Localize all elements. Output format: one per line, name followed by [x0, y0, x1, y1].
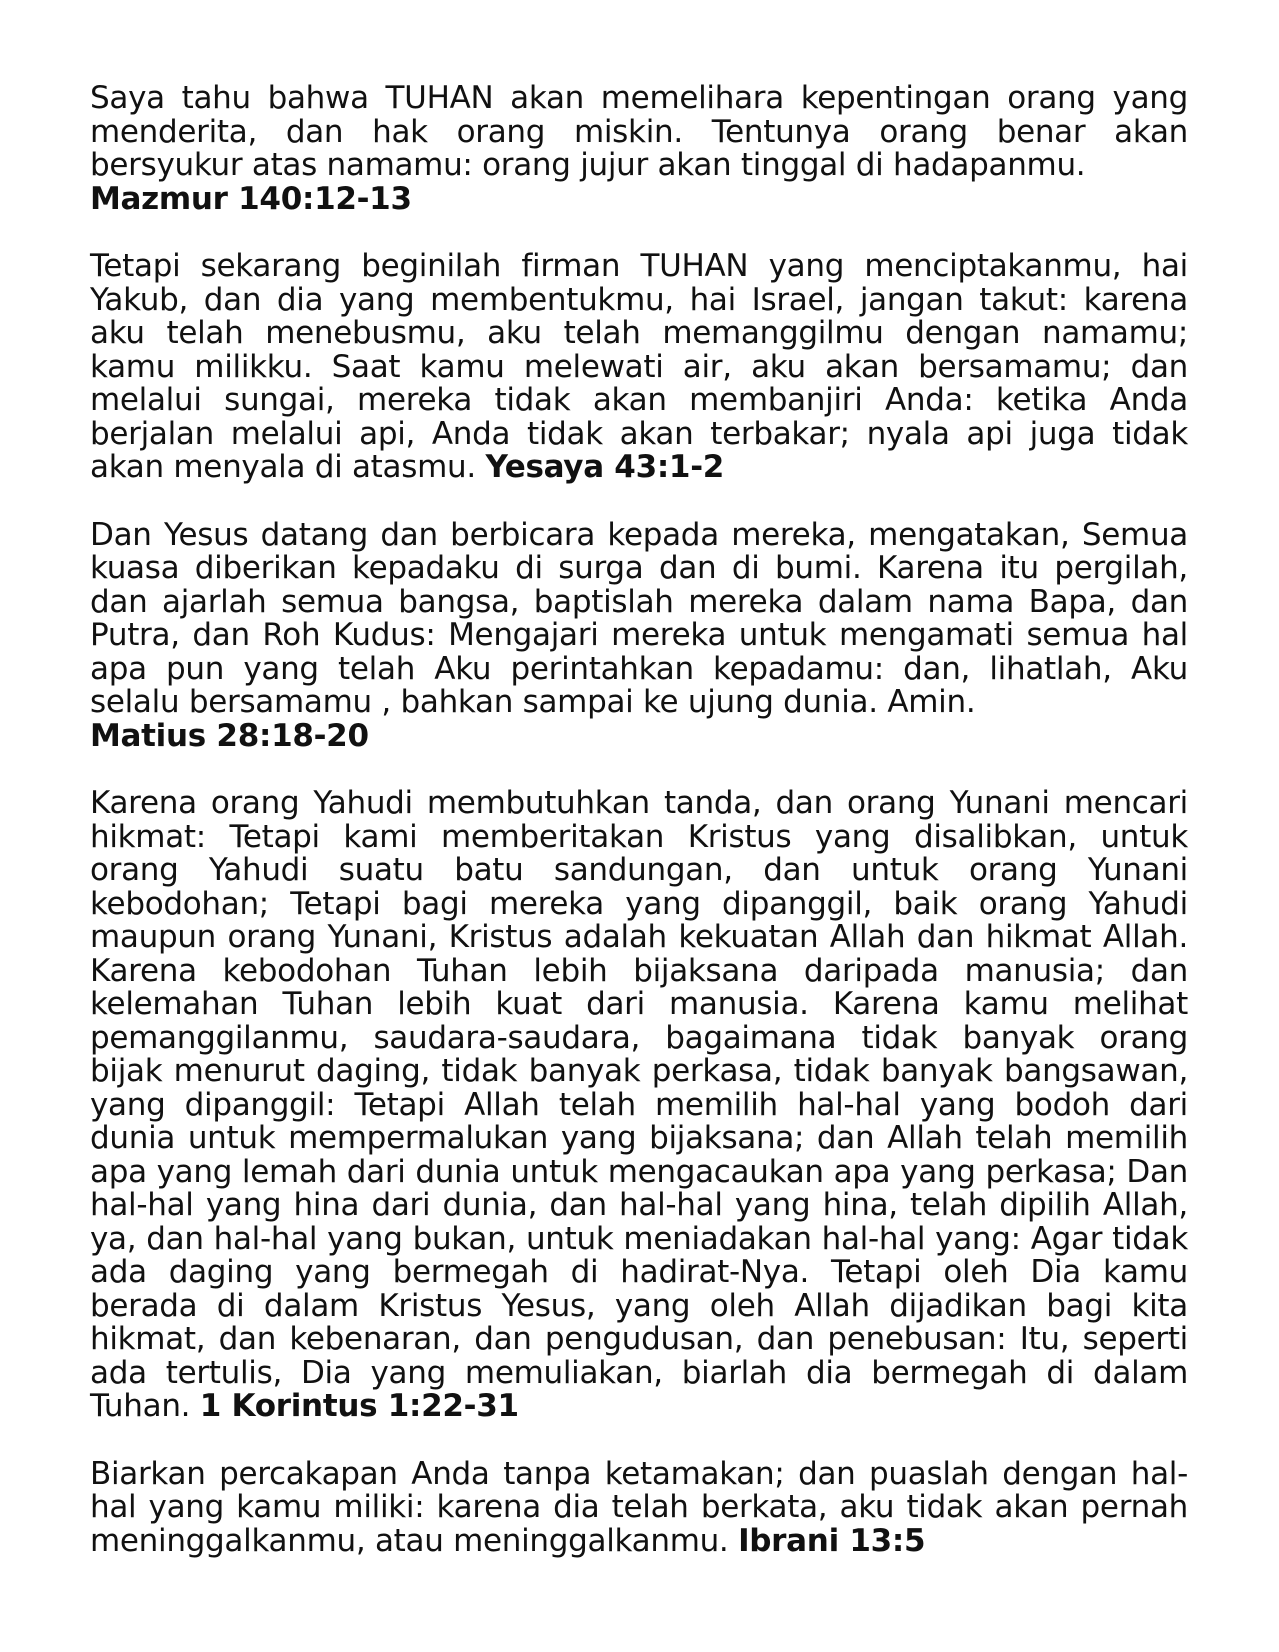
passage-ibrani: [90, 1455, 1188, 1559]
passage-text: Karena orang Yahudi membutuhkan tanda, dan orang Yunani mencari hikmat: Tetapi kami memberitakan Kristus yang disalibkan, untuk orang Yahudi suatu batu sandungan, dan untuk orang Yunani kebodohan; Tetapi bagi mereka yang dipanggil, baik orang Yahudi maupun orang Yunani, Kristus adalah kekuatan Allah dan hikmat Allah. Karena kebodohan Tuhan lebih bijaksana daripada manusia; dan kelemahan Tuhan lebih kuat dari manusia. Karena kamu melihat pemanggilanmu, saudara-saudara, bagaimana tidak banyak orang bijak menurut daging, tidak banyak perkasa, tidak banyak bangsawan, yang dipanggil: Tetapi Allah telah memilih hal-hal yang bodoh dari dunia untuk mempermalukan yang bijaksana; dan Allah telah memilih apa yang lemah dari dunia untuk mengacaukan apa yang perkasa; Dan hal-hal yang hina dari dunia, dan hal-hal yang hina, telah dipilih Allah, ya, dan hal-hal yang bukan, untuk meniadakan hal-hal yang: Agar tidak ada daging yang bermegah di hadirat-Nya. Tetapi oleh Dia kamu berada di dalam Kristus Yesus, yang oleh Allah dijadikan bagi kita hikmat, dan kebenaran, dan pengudusan, dan penebusan: Itu, seperti ada tertulis, Dia yang memuliakan, biarlah dia bermegah di dalam Tuhan.: [90, 785, 1188, 1424]
scripture-page: [90, 82, 1188, 1592]
passage-reference: 1 Korintus 1:22-31: [199, 1388, 519, 1424]
passage-yesaya: [90, 250, 1188, 485]
passage-matius: [90, 516, 1188, 754]
passage-reference: Ibrani 13:5: [738, 1522, 926, 1559]
passage-text: Dan Yesus datang dan berbicara kepada mereka, mengatakan, Semua kuasa diberikan kepadaku di surga dan di bumi. Karena itu pergilah, dan ajarlah semua bangsa, baptislah mereka dalam nama Bapa, dan Putra, dan Roh Kudus: Mengajari mereka untuk mengamati semua hal apa pun yang telah Aku perintahkan kepadamu: dan, lihatlah, Aku selalu bersamamu , bahkan sampai ke ujung dunia. Amin.: [90, 516, 1188, 720]
passage-reference: Matius 28:18-20: [90, 717, 369, 754]
passage-text: Tetapi sekarang beginilah firman TUHAN yang menciptakanmu, hai Yakub, dan dia yang membentukmu, hai Israel, jangan takut: karena aku telah menebusmu, aku telah memanggilmu dengan namamu; kamu milikku. Saat kamu melewati air, aku akan bersamamu; dan melalui sungai, mereka tidak akan membanjiri Anda: ketika Anda berjalan melalui api, Anda tidak akan terbakar; nyala api juga tidak akan menyala di atasmu.: [90, 248, 1188, 485]
passage-reference: Mazmur 140:12-13: [90, 180, 412, 217]
passage-mazmur: [90, 82, 1188, 216]
passage-reference: Yesaya 43:1-2: [485, 449, 725, 485]
passage-korintus: [90, 787, 1188, 1424]
passage-text: Biarkan percakapan Anda tanpa ketamakan; dan puaslah dengan hal-hal yang kamu miliki: karena dia telah berkata, aku tidak akan pernah meninggalkanmu, atau meninggalkanmu.: [90, 1455, 1188, 1559]
passage-text: Saya tahu bahwa TUHAN akan memelihara kepentingan orang yang menderita, dan hak orang miskin. Tentunya orang benar akan bersyukur atas namamu: orang jujur akan tinggal di hadapanmu.: [90, 80, 1188, 183]
